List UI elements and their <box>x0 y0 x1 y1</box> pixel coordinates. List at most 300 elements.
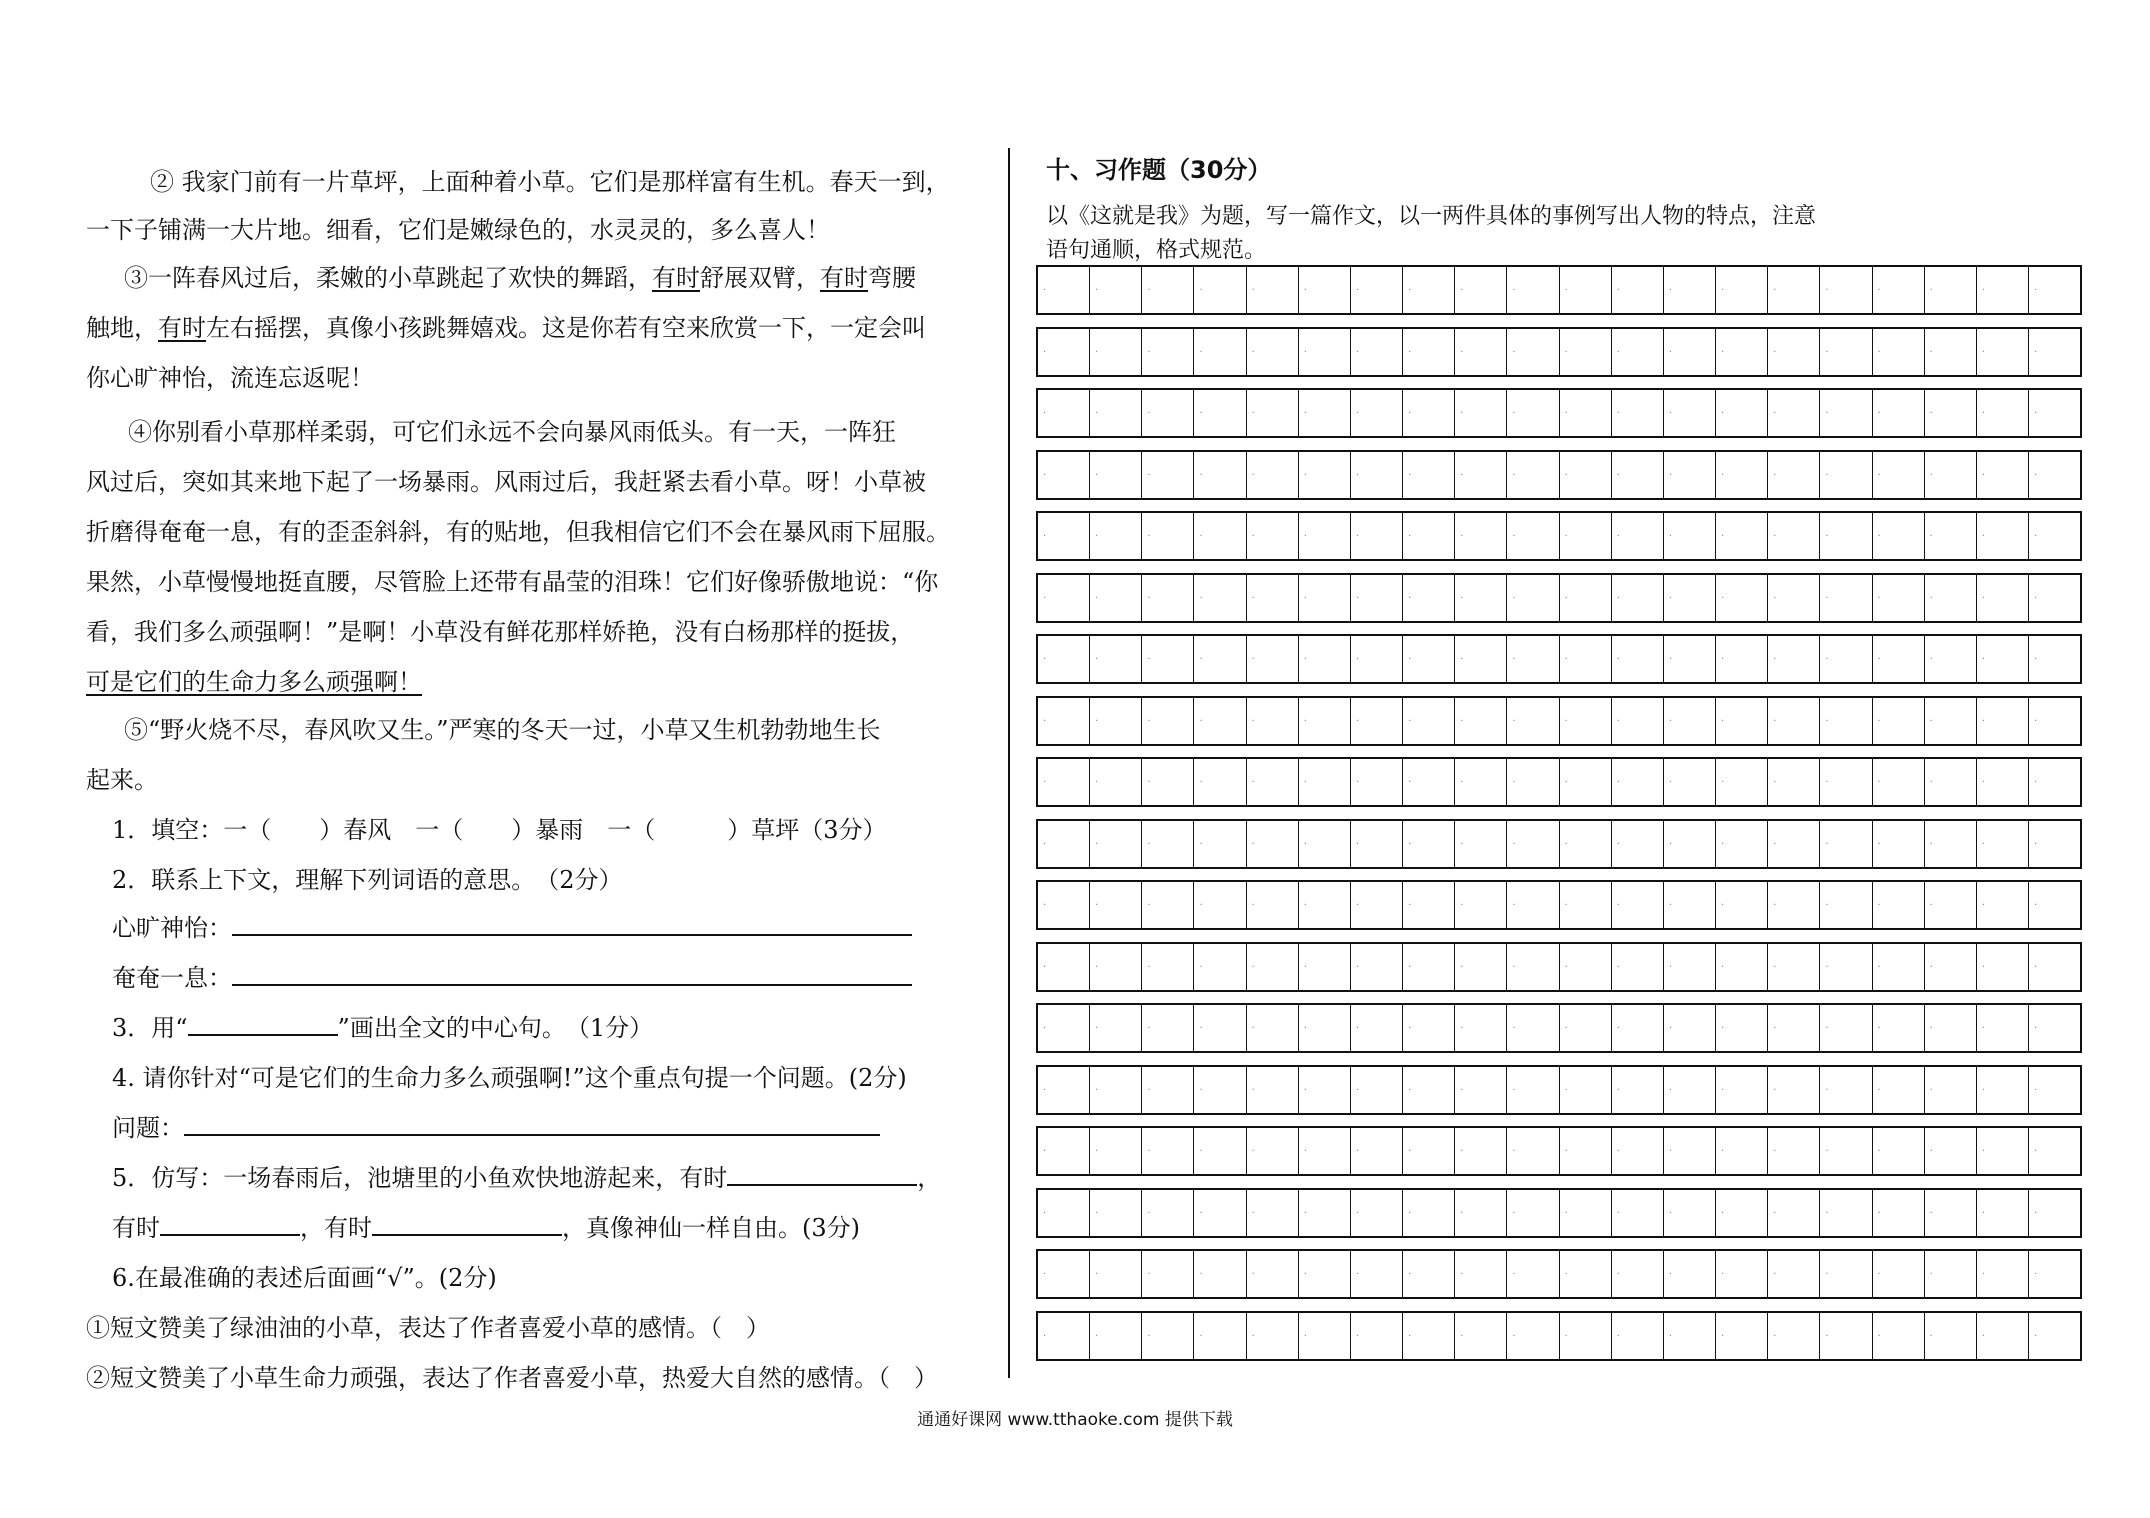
grid-cell[interactable] <box>1403 882 1455 928</box>
grid-cell[interactable] <box>1820 882 1872 928</box>
grid-cell[interactable] <box>1925 575 1977 621</box>
grid-cell[interactable] <box>1403 1313 1455 1359</box>
grid-cell[interactable] <box>1455 882 1507 928</box>
grid-cell[interactable] <box>1612 390 1664 436</box>
grid-cell[interactable] <box>1194 1128 1246 1174</box>
grid-cell[interactable] <box>1403 821 1455 867</box>
grid-cell[interactable] <box>1768 1128 1820 1174</box>
grid-cell[interactable] <box>1299 1251 1351 1297</box>
grid-cell[interactable] <box>1142 1251 1194 1297</box>
grid-cell[interactable] <box>1142 821 1194 867</box>
grid-cell[interactable] <box>1977 1190 2029 1236</box>
grid-cell[interactable] <box>1977 1067 2029 1113</box>
grid-cell[interactable] <box>1716 1128 1768 1174</box>
grid-cell[interactable] <box>2029 944 2080 990</box>
grid-cell[interactable] <box>2029 759 2080 805</box>
grid-cell[interactable] <box>1090 1005 1142 1051</box>
grid-cell[interactable] <box>1873 390 1925 436</box>
grid-cell[interactable] <box>1873 882 1925 928</box>
grid-cell[interactable] <box>1038 944 1090 990</box>
grid-cell[interactable] <box>1299 452 1351 498</box>
grid-cell[interactable] <box>1090 513 1142 559</box>
grid-cell[interactable] <box>1455 452 1507 498</box>
grid-cell[interactable] <box>1873 452 1925 498</box>
grid-cell[interactable] <box>1299 821 1351 867</box>
grid-cell[interactable] <box>1194 329 1246 375</box>
grid-cell[interactable] <box>1820 1128 1872 1174</box>
grid-cell[interactable] <box>1507 821 1559 867</box>
grid-cell[interactable] <box>2029 1005 2080 1051</box>
grid-cell[interactable] <box>1038 698 1090 744</box>
grid-cell[interactable] <box>1612 821 1664 867</box>
grid-cell[interactable] <box>1351 882 1403 928</box>
answer-line[interactable] <box>372 1212 562 1236</box>
grid-cell[interactable] <box>1977 452 2029 498</box>
grid-cell[interactable] <box>1560 329 1612 375</box>
grid-cell[interactable] <box>1299 698 1351 744</box>
grid-cell[interactable] <box>1247 1067 1299 1113</box>
grid-cell[interactable] <box>1403 452 1455 498</box>
grid-cell[interactable] <box>1507 452 1559 498</box>
grid-cell[interactable] <box>1560 1128 1612 1174</box>
grid-cell[interactable] <box>1194 452 1246 498</box>
grid-cell[interactable] <box>1403 267 1455 313</box>
grid-cell[interactable] <box>2029 882 2080 928</box>
grid-cell[interactable] <box>1351 821 1403 867</box>
grid-cell[interactable] <box>1455 698 1507 744</box>
grid-cell[interactable] <box>1612 1067 1664 1113</box>
grid-cell[interactable] <box>1612 1190 1664 1236</box>
grid-cell[interactable] <box>1664 1251 1716 1297</box>
grid-cell[interactable] <box>1247 452 1299 498</box>
grid-cell[interactable] <box>1612 575 1664 621</box>
grid-cell[interactable] <box>1507 1313 1559 1359</box>
grid-cell[interactable] <box>1873 1190 1925 1236</box>
grid-cell[interactable] <box>1664 1005 1716 1051</box>
grid-cell[interactable] <box>1038 452 1090 498</box>
grid-cell[interactable] <box>1560 698 1612 744</box>
grid-cell[interactable] <box>1820 390 1872 436</box>
grid-cell[interactable] <box>1403 575 1455 621</box>
grid-cell[interactable] <box>1351 575 1403 621</box>
grid-cell[interactable] <box>1247 1128 1299 1174</box>
grid-cell[interactable] <box>1507 1128 1559 1174</box>
grid-cell[interactable] <box>1090 575 1142 621</box>
grid-cell[interactable] <box>1873 575 1925 621</box>
grid-cell[interactable] <box>1403 1128 1455 1174</box>
grid-cell[interactable] <box>1716 944 1768 990</box>
grid-cell[interactable] <box>1351 1067 1403 1113</box>
grid-cell[interactable] <box>2029 452 2080 498</box>
grid-cell[interactable] <box>1925 1251 1977 1297</box>
grid-cell[interactable] <box>1977 1251 2029 1297</box>
grid-cell[interactable] <box>1716 636 1768 682</box>
answer-line[interactable] <box>727 1162 917 1186</box>
grid-cell[interactable] <box>1716 882 1768 928</box>
answer-line[interactable] <box>160 1212 300 1236</box>
grid-cell[interactable] <box>1142 759 1194 805</box>
grid-cell[interactable] <box>1664 1313 1716 1359</box>
grid-cell[interactable] <box>1820 329 1872 375</box>
grid-cell[interactable] <box>1768 1190 1820 1236</box>
grid-cell[interactable] <box>1351 1128 1403 1174</box>
grid-cell[interactable] <box>1507 1005 1559 1051</box>
grid-cell[interactable] <box>1090 636 1142 682</box>
grid-cell[interactable] <box>1194 575 1246 621</box>
grid-cell[interactable] <box>1977 698 2029 744</box>
grid-cell[interactable] <box>1247 944 1299 990</box>
grid-cell[interactable] <box>1560 1251 1612 1297</box>
grid-cell[interactable] <box>1664 513 1716 559</box>
grid-cell[interactable] <box>1507 329 1559 375</box>
grid-cell[interactable] <box>1194 1313 1246 1359</box>
grid-cell[interactable] <box>1247 1251 1299 1297</box>
grid-cell[interactable] <box>1873 513 1925 559</box>
grid-cell[interactable] <box>1507 1251 1559 1297</box>
grid-cell[interactable] <box>1925 636 1977 682</box>
grid-cell[interactable] <box>1612 1128 1664 1174</box>
answer-line[interactable] <box>184 1112 880 1136</box>
grid-cell[interactable] <box>1247 390 1299 436</box>
grid-cell[interactable] <box>1090 882 1142 928</box>
grid-cell[interactable] <box>1142 1005 1194 1051</box>
grid-cell[interactable] <box>1768 513 1820 559</box>
grid-cell[interactable] <box>1038 1128 1090 1174</box>
grid-cell[interactable] <box>1873 636 1925 682</box>
grid-cell[interactable] <box>1873 821 1925 867</box>
grid-cell[interactable] <box>1247 698 1299 744</box>
grid-cell[interactable] <box>1090 698 1142 744</box>
grid-cell[interactable] <box>1507 759 1559 805</box>
grid-cell[interactable] <box>1873 1251 1925 1297</box>
grid-cell[interactable] <box>1038 636 1090 682</box>
grid-cell[interactable] <box>1768 452 1820 498</box>
grid-cell[interactable] <box>1873 267 1925 313</box>
grid-cell[interactable] <box>1977 329 2029 375</box>
grid-cell[interactable] <box>1403 759 1455 805</box>
grid-cell[interactable] <box>1768 267 1820 313</box>
grid-cell[interactable] <box>1090 267 1142 313</box>
grid-cell[interactable] <box>1194 821 1246 867</box>
grid-cell[interactable] <box>1925 1313 1977 1359</box>
grid-cell[interactable] <box>1455 1251 1507 1297</box>
grid-cell[interactable] <box>1873 329 1925 375</box>
grid-cell[interactable] <box>1977 1005 2029 1051</box>
grid-cell[interactable] <box>1664 575 1716 621</box>
grid-cell[interactable] <box>1194 1067 1246 1113</box>
grid-cell[interactable] <box>1820 513 1872 559</box>
grid-cell[interactable] <box>1038 821 1090 867</box>
grid-cell[interactable] <box>1351 1251 1403 1297</box>
grid-cell[interactable] <box>1455 329 1507 375</box>
grid-cell[interactable] <box>1299 1190 1351 1236</box>
grid-cell[interactable] <box>1455 267 1507 313</box>
grid-cell[interactable] <box>1925 944 1977 990</box>
grid-cell[interactable] <box>1977 390 2029 436</box>
grid-cell[interactable] <box>1142 1190 1194 1236</box>
grid-cell[interactable] <box>1038 759 1090 805</box>
grid-cell[interactable] <box>1664 759 1716 805</box>
grid-cell[interactable] <box>1925 1190 1977 1236</box>
grid-cell[interactable] <box>1560 882 1612 928</box>
grid-cell[interactable] <box>1507 390 1559 436</box>
grid-cell[interactable] <box>1768 636 1820 682</box>
grid-cell[interactable] <box>1560 1067 1612 1113</box>
grid-cell[interactable] <box>1925 759 1977 805</box>
grid-cell[interactable] <box>1664 821 1716 867</box>
grid-cell[interactable] <box>1194 944 1246 990</box>
grid-cell[interactable] <box>1455 1313 1507 1359</box>
grid-cell[interactable] <box>1664 698 1716 744</box>
grid-cell[interactable] <box>1351 944 1403 990</box>
grid-cell[interactable] <box>1664 1128 1716 1174</box>
grid-cell[interactable] <box>2029 821 2080 867</box>
grid-cell[interactable] <box>1925 1128 1977 1174</box>
grid-cell[interactable] <box>1507 267 1559 313</box>
grid-cell[interactable] <box>1455 759 1507 805</box>
grid-cell[interactable] <box>1090 1067 1142 1113</box>
grid-cell[interactable] <box>1716 698 1768 744</box>
grid-cell[interactable] <box>1351 1005 1403 1051</box>
grid-cell[interactable] <box>2029 698 2080 744</box>
grid-cell[interactable] <box>1925 882 1977 928</box>
grid-cell[interactable] <box>2029 1128 2080 1174</box>
grid-cell[interactable] <box>1716 1005 1768 1051</box>
grid-cell[interactable] <box>2029 636 2080 682</box>
grid-cell[interactable] <box>2029 1190 2080 1236</box>
grid-cell[interactable] <box>1455 1067 1507 1113</box>
grid-cell[interactable] <box>1403 1251 1455 1297</box>
grid-cell[interactable] <box>1925 452 1977 498</box>
grid-cell[interactable] <box>1507 882 1559 928</box>
grid-cell[interactable] <box>1768 390 1820 436</box>
grid-cell[interactable] <box>1716 1251 1768 1297</box>
grid-cell[interactable] <box>1403 390 1455 436</box>
grid-cell[interactable] <box>1455 821 1507 867</box>
grid-cell[interactable] <box>1090 452 1142 498</box>
grid-cell[interactable] <box>1560 513 1612 559</box>
grid-cell[interactable] <box>1142 944 1194 990</box>
grid-cell[interactable] <box>1873 698 1925 744</box>
grid-cell[interactable] <box>1247 575 1299 621</box>
grid-cell[interactable] <box>1299 329 1351 375</box>
grid-cell[interactable] <box>1768 1067 1820 1113</box>
grid-cell[interactable] <box>1716 513 1768 559</box>
grid-cell[interactable] <box>1299 759 1351 805</box>
grid-cell[interactable] <box>1925 329 1977 375</box>
grid-cell[interactable] <box>1977 513 2029 559</box>
answer-line[interactable] <box>232 912 912 936</box>
grid-cell[interactable] <box>1038 329 1090 375</box>
grid-cell[interactable] <box>1612 1313 1664 1359</box>
grid-cell[interactable] <box>1873 759 1925 805</box>
grid-cell[interactable] <box>1716 329 1768 375</box>
grid-cell[interactable] <box>1716 267 1768 313</box>
grid-cell[interactable] <box>1873 1067 1925 1113</box>
grid-cell[interactable] <box>1768 1313 1820 1359</box>
grid-cell[interactable] <box>1194 513 1246 559</box>
grid-cell[interactable] <box>1247 1190 1299 1236</box>
grid-cell[interactable] <box>1247 759 1299 805</box>
grid-cell[interactable] <box>1873 1128 1925 1174</box>
grid-cell[interactable] <box>2029 513 2080 559</box>
grid-cell[interactable] <box>1038 1005 1090 1051</box>
grid-cell[interactable] <box>1455 636 1507 682</box>
grid-cell[interactable] <box>1612 1251 1664 1297</box>
grid-cell[interactable] <box>2029 267 2080 313</box>
grid-cell[interactable] <box>2029 1313 2080 1359</box>
grid-cell[interactable] <box>1664 882 1716 928</box>
grid-cell[interactable] <box>1560 1190 1612 1236</box>
grid-cell[interactable] <box>1925 698 1977 744</box>
grid-cell[interactable] <box>1194 698 1246 744</box>
grid-cell[interactable] <box>1194 636 1246 682</box>
grid-cell[interactable] <box>1716 575 1768 621</box>
grid-cell[interactable] <box>1403 636 1455 682</box>
grid-cell[interactable] <box>1247 821 1299 867</box>
grid-cell[interactable] <box>1351 698 1403 744</box>
grid-cell[interactable] <box>1455 1190 1507 1236</box>
grid-cell[interactable] <box>1664 944 1716 990</box>
grid-cell[interactable] <box>1820 1313 1872 1359</box>
grid-cell[interactable] <box>1768 944 1820 990</box>
grid-cell[interactable] <box>1247 1005 1299 1051</box>
grid-cell[interactable] <box>1768 759 1820 805</box>
grid-cell[interactable] <box>1090 821 1142 867</box>
grid-cell[interactable] <box>1351 1313 1403 1359</box>
grid-cell[interactable] <box>1716 1067 1768 1113</box>
grid-cell[interactable] <box>1142 698 1194 744</box>
grid-cell[interactable] <box>1455 513 1507 559</box>
grid-cell[interactable] <box>1925 267 1977 313</box>
grid-cell[interactable] <box>1403 513 1455 559</box>
grid-cell[interactable] <box>1716 390 1768 436</box>
grid-cell[interactable] <box>1873 944 1925 990</box>
grid-cell[interactable] <box>1038 1313 1090 1359</box>
grid-cell[interactable] <box>1925 1067 1977 1113</box>
grid-cell[interactable] <box>1142 329 1194 375</box>
grid-cell[interactable] <box>1299 513 1351 559</box>
grid-cell[interactable] <box>1977 882 2029 928</box>
grid-cell[interactable] <box>1351 636 1403 682</box>
grid-cell[interactable] <box>1351 759 1403 805</box>
grid-cell[interactable] <box>1090 1251 1142 1297</box>
grid-cell[interactable] <box>1299 1005 1351 1051</box>
grid-cell[interactable] <box>1142 1313 1194 1359</box>
grid-cell[interactable] <box>1768 575 1820 621</box>
grid-cell[interactable] <box>1820 944 1872 990</box>
grid-cell[interactable] <box>1142 882 1194 928</box>
grid-cell[interactable] <box>1299 1067 1351 1113</box>
grid-cell[interactable] <box>1507 575 1559 621</box>
grid-cell[interactable] <box>1247 636 1299 682</box>
grid-cell[interactable] <box>1612 944 1664 990</box>
grid-cell[interactable] <box>1768 1005 1820 1051</box>
grid-cell[interactable] <box>1716 759 1768 805</box>
grid-cell[interactable] <box>1820 1005 1872 1051</box>
grid-cell[interactable] <box>1194 1190 1246 1236</box>
grid-cell[interactable] <box>1142 390 1194 436</box>
grid-cell[interactable] <box>1820 1190 1872 1236</box>
grid-cell[interactable] <box>1038 1251 1090 1297</box>
grid-cell[interactable] <box>1820 575 1872 621</box>
grid-cell[interactable] <box>1820 1251 1872 1297</box>
grid-cell[interactable] <box>1925 390 1977 436</box>
grid-cell[interactable] <box>1560 1005 1612 1051</box>
grid-cell[interactable] <box>1768 1251 1820 1297</box>
grid-cell[interactable] <box>1820 636 1872 682</box>
grid-cell[interactable] <box>1820 267 1872 313</box>
grid-cell[interactable] <box>1507 513 1559 559</box>
grid-cell[interactable] <box>1090 1190 1142 1236</box>
grid-cell[interactable] <box>1768 329 1820 375</box>
grid-cell[interactable] <box>2029 329 2080 375</box>
grid-cell[interactable] <box>1560 390 1612 436</box>
grid-cell[interactable] <box>1194 759 1246 805</box>
grid-cell[interactable] <box>1664 329 1716 375</box>
grid-cell[interactable] <box>1455 390 1507 436</box>
grid-cell[interactable] <box>1925 1005 1977 1051</box>
grid-cell[interactable] <box>1247 513 1299 559</box>
grid-cell[interactable] <box>1299 267 1351 313</box>
grid-cell[interactable] <box>1612 698 1664 744</box>
grid-cell[interactable] <box>1560 636 1612 682</box>
grid-cell[interactable] <box>1299 944 1351 990</box>
grid-cell[interactable] <box>1351 390 1403 436</box>
grid-cell[interactable] <box>1612 452 1664 498</box>
grid-cell[interactable] <box>1664 1190 1716 1236</box>
grid-cell[interactable] <box>1977 575 2029 621</box>
grid-cell[interactable] <box>1873 1005 1925 1051</box>
grid-cell[interactable] <box>1455 1005 1507 1051</box>
grid-cell[interactable] <box>2029 390 2080 436</box>
grid-cell[interactable] <box>1716 1313 1768 1359</box>
grid-cell[interactable] <box>1820 452 1872 498</box>
grid-cell[interactable] <box>1299 390 1351 436</box>
grid-cell[interactable] <box>1299 882 1351 928</box>
grid-cell[interactable] <box>1090 759 1142 805</box>
grid-cell[interactable] <box>1820 698 1872 744</box>
grid-cell[interactable] <box>1716 452 1768 498</box>
grid-cell[interactable] <box>1038 1067 1090 1113</box>
grid-cell[interactable] <box>1820 1067 1872 1113</box>
grid-cell[interactable] <box>1612 636 1664 682</box>
grid-cell[interactable] <box>1247 329 1299 375</box>
grid-cell[interactable] <box>1768 698 1820 744</box>
grid-cell[interactable] <box>1560 1313 1612 1359</box>
grid-cell[interactable] <box>1403 1005 1455 1051</box>
grid-cell[interactable] <box>1768 821 1820 867</box>
grid-cell[interactable] <box>1873 1313 1925 1359</box>
grid-cell[interactable] <box>1247 267 1299 313</box>
grid-cell[interactable] <box>1142 452 1194 498</box>
grid-cell[interactable] <box>1038 390 1090 436</box>
grid-cell[interactable] <box>1507 698 1559 744</box>
grid-cell[interactable] <box>1194 267 1246 313</box>
grid-cell[interactable] <box>1351 452 1403 498</box>
grid-cell[interactable] <box>1194 390 1246 436</box>
grid-cell[interactable] <box>1038 1190 1090 1236</box>
grid-cell[interactable] <box>1560 759 1612 805</box>
grid-cell[interactable] <box>1664 267 1716 313</box>
grid-cell[interactable] <box>1977 759 2029 805</box>
grid-cell[interactable] <box>1403 698 1455 744</box>
grid-cell[interactable] <box>1977 1128 2029 1174</box>
grid-cell[interactable] <box>2029 575 2080 621</box>
grid-cell[interactable] <box>1403 1190 1455 1236</box>
grid-cell[interactable] <box>1455 944 1507 990</box>
grid-cell[interactable] <box>2029 1067 2080 1113</box>
